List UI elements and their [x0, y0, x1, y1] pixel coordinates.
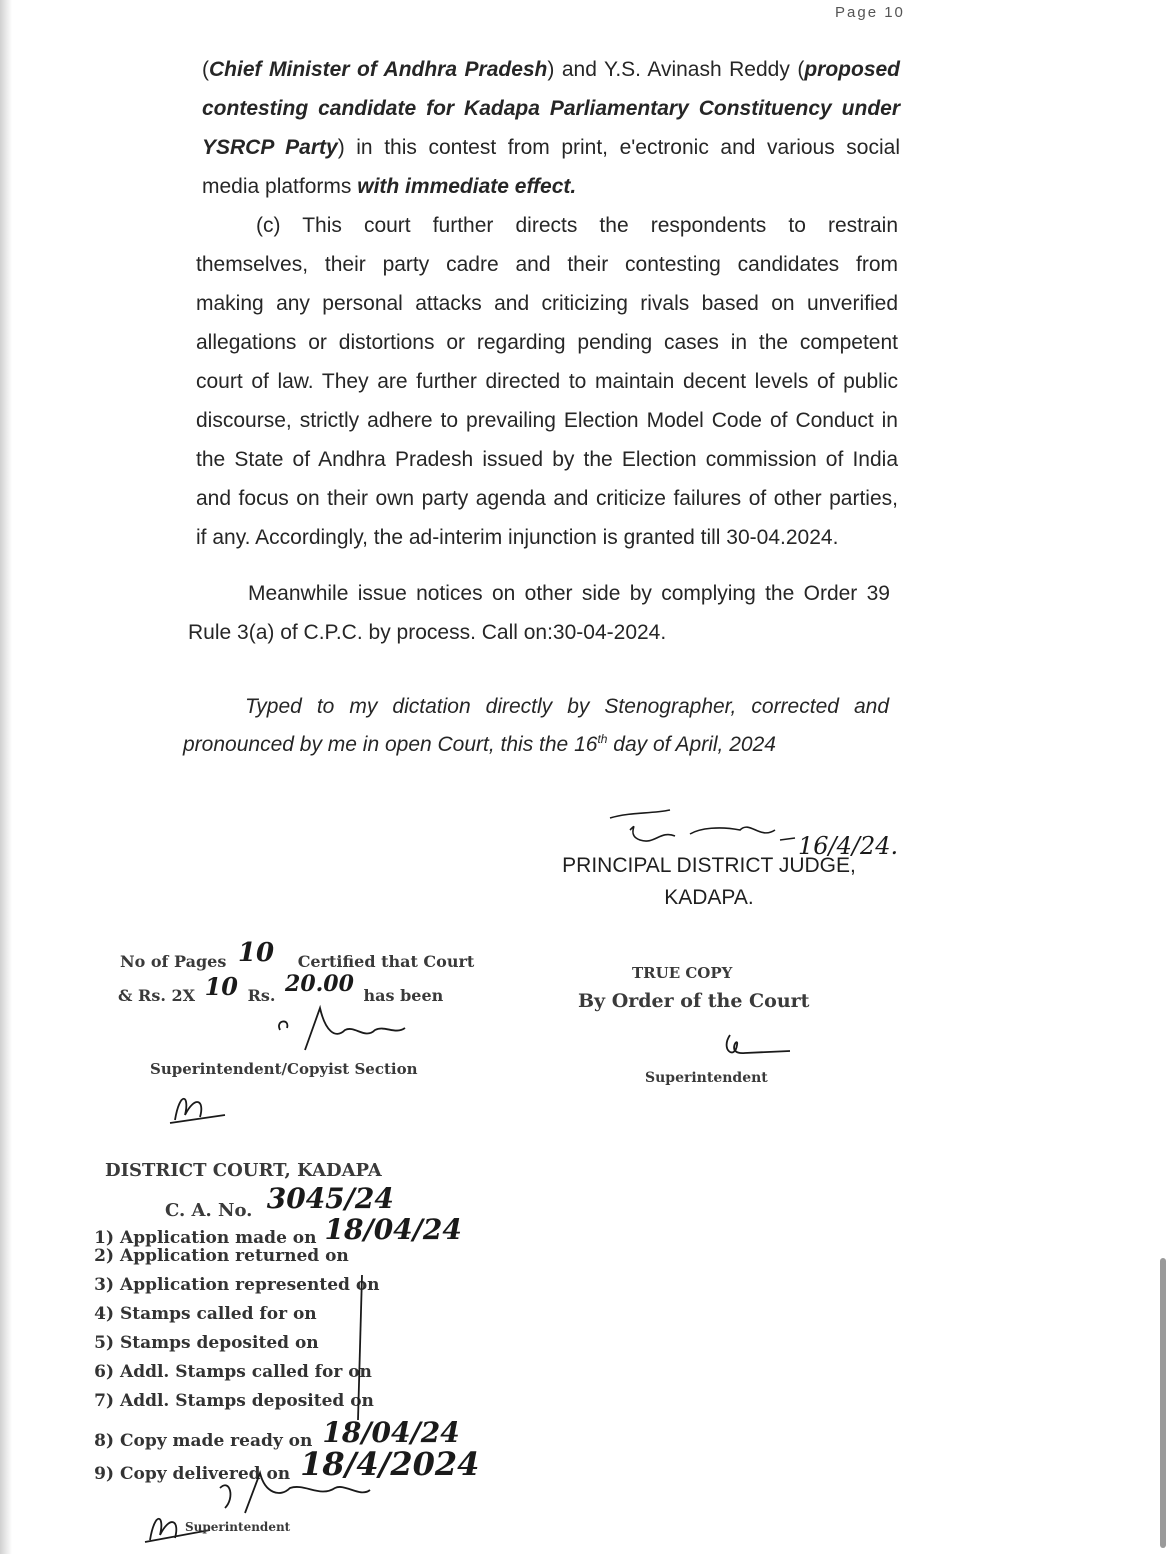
true-copy-stamp-order: By Order of the Court — [578, 990, 810, 1012]
certified-stamp-footer: Superintendent/Copyist Section — [150, 1060, 418, 1078]
paragraph-line: (c) This court further directs the respondents to restrain — [256, 214, 898, 237]
ca-number-row: C. A. No. 3045/24 — [165, 1182, 394, 1221]
paragraph-line: discourse, strictly adhere to prevailing Election Model Code of Conduct in — [196, 409, 898, 432]
scrollbar-thumb[interactable] — [1160, 1258, 1166, 1548]
checklist-row: 9) Copy delivered on 18/4/2024 — [94, 1445, 480, 1484]
paragraph-line: if any. Accordingly, the ad-interim injunction is granted till 30-04.2024. — [196, 526, 839, 549]
initials-mark — [165, 1085, 235, 1130]
paragraph-line: court of law. They are further directed to maintain decent levels of public — [196, 370, 898, 393]
checklist-row: 8) Copy made ready on 18/04/24 — [94, 1416, 460, 1451]
checklist-row: 6) Addl. Stamps called for on — [94, 1362, 372, 1382]
bracket-line — [340, 1270, 380, 1430]
paragraph-line: allegations or distortions or regarding pending cases in the competent — [196, 331, 898, 354]
signature-date: 16/4/24. — [798, 832, 899, 860]
order-paragraph-continuation — [202, 50, 900, 206]
paragraph-line: Meanwhile issue notices on other side by complying the Order 39 — [248, 582, 890, 605]
copyist-signature — [265, 1000, 425, 1060]
paragraph-line: media platforms with immediate effect. — [202, 175, 577, 198]
district-court-footer: Superintendent — [185, 1520, 291, 1534]
checklist-row: 1) Application made on 18/04/24 — [94, 1213, 462, 1248]
notice-paragraph — [188, 574, 890, 652]
delivery-signature — [210, 1468, 380, 1518]
paragraph-line: contesting candidate for Kadapa Parliamentary Constituency under — [202, 97, 900, 120]
checklist-row: 4) Stamps called for on — [94, 1304, 317, 1324]
judge-title: PRINCIPAL DISTRICT JUDGE, — [562, 854, 856, 877]
page-number: Page 10 — [835, 4, 905, 21]
true-copy-stamp-title: TRUE COPY — [632, 964, 733, 982]
page-edge-shadow — [0, 0, 12, 1554]
judge-designation — [554, 850, 864, 914]
paragraph-line: themselves, their party cadre and their contesting candidates from — [196, 253, 898, 276]
paragraph-line: and focus on their own party agenda and criticize failures of other parties, — [196, 487, 898, 510]
checklist-row: 5) Stamps deposited on — [94, 1333, 319, 1353]
paragraph-line: Typed to my dictation directly by Stenographer, corrected and — [245, 695, 889, 718]
certified-stamp-line-1: No of Pages 10 Certified that Court — [120, 938, 475, 971]
judge-place: KADAPA. — [664, 886, 754, 909]
checklist-row: 3) Application represented on — [94, 1275, 380, 1295]
checklist-row: 2) Application returned on — [94, 1246, 349, 1266]
order-paragraph-c — [196, 206, 898, 557]
paragraph-line: (Chief Minister of Andhra Pradesh) and Y.S. Avinash Reddy (proposed — [202, 58, 901, 81]
dictation-paragraph — [183, 690, 889, 761]
paragraph-line: the State of Andhra Pradesh issued by the Election commission of India — [196, 448, 898, 471]
paragraph-line: pronounced by me in open Court, this the 16th day of April, 2024 — [183, 732, 776, 756]
true-copy-stamp-footer: Superintendent — [645, 1070, 768, 1086]
certified-stamp-line-2: & Rs. 2X 10 Rs. 20.00 has been — [118, 971, 444, 1005]
paragraph-line: YSRCP Party) in this contest from print, e'ectronic and various social — [202, 136, 900, 159]
district-court-header: DISTRICT COURT, KADAPA — [105, 1160, 382, 1181]
checklist-row: 7) Addl. Stamps deposited on — [94, 1391, 374, 1411]
paragraph-line: Rule 3(a) of C.P.C. by process. Call on:30-04-2024. — [188, 621, 667, 644]
true-copy-signature — [715, 1025, 795, 1065]
copy-application-checklist — [72, 1213, 480, 1484]
paragraph-line: making any personal attacks and criticizing rivals based on unverified — [196, 292, 898, 315]
